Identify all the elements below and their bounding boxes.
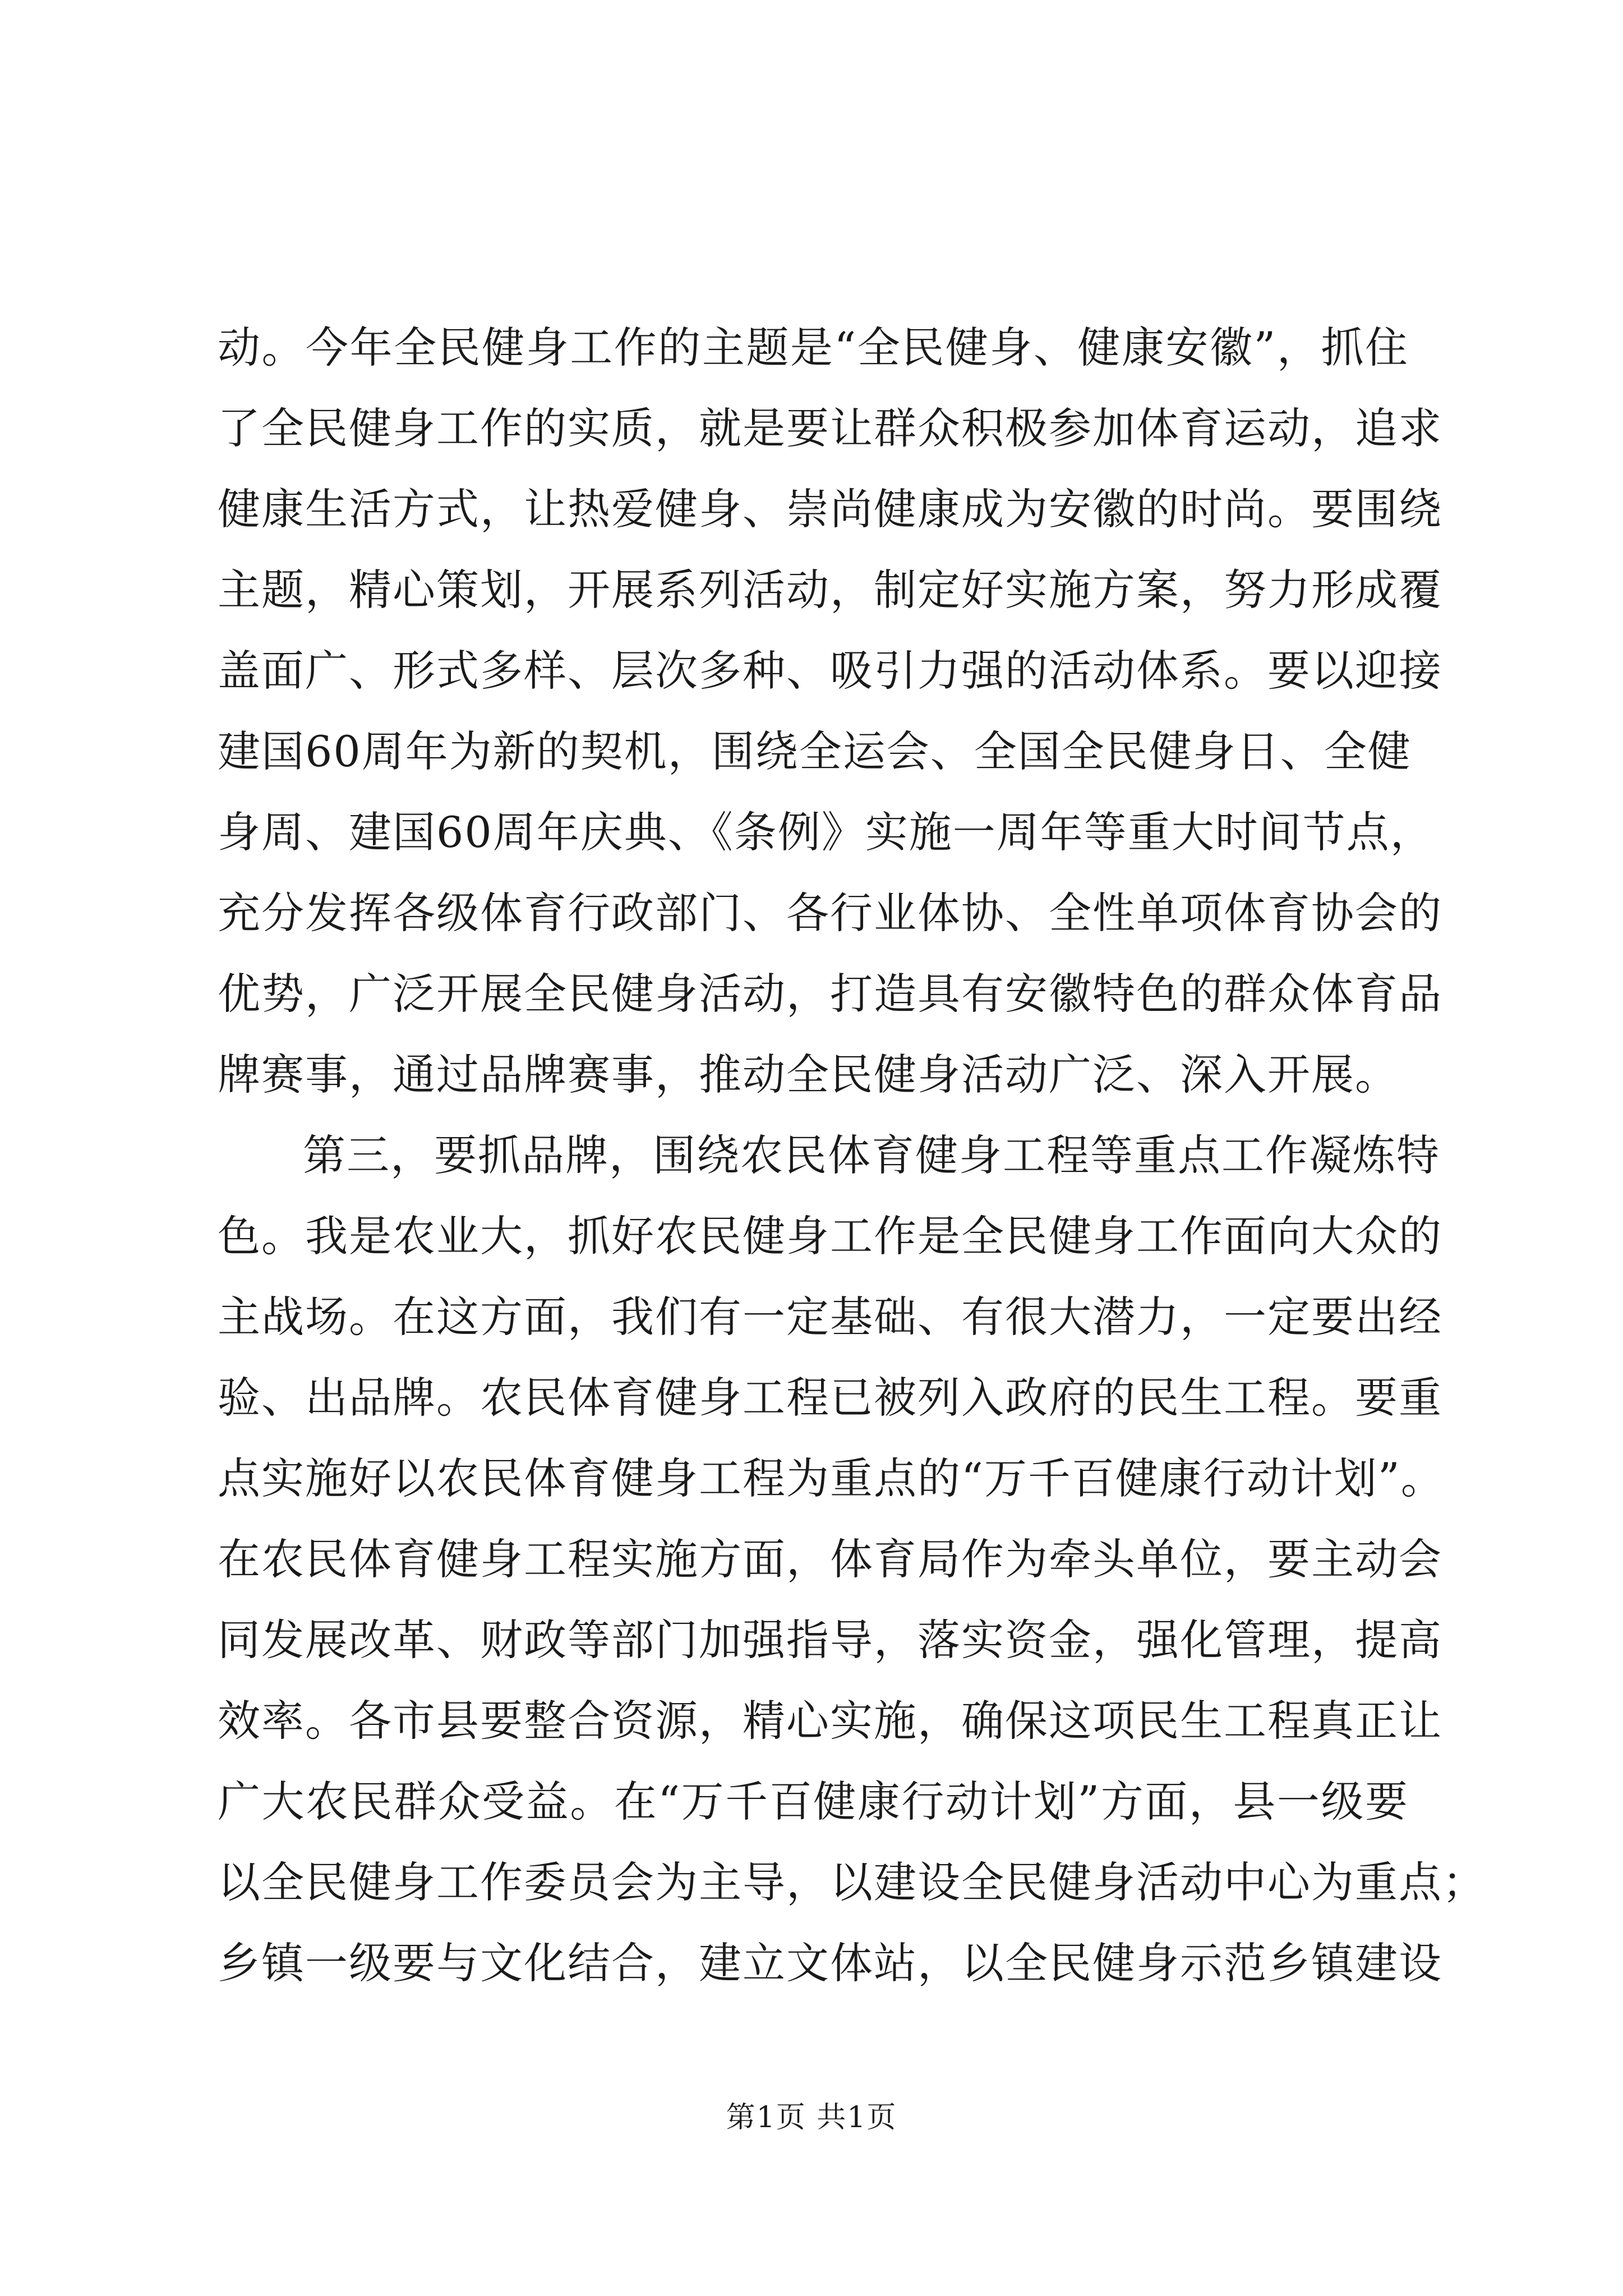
- text-line: 动。今年全民健身工作的主题是“全民健身、健康安徽”，抓住: [218, 323, 1409, 372]
- text-line: 优势，广泛开展全民健身活动，打造具有安徽特色的群众体育品: [218, 969, 1442, 1019]
- page-footer: [0, 2098, 1623, 2137]
- text-line: 效率。各市县要整合资源，精心实施，确保这项民生工程真正让: [218, 1696, 1442, 1746]
- text-line: 了全民健身工作的实质，就是要让群众积极参加体育运动，追求: [218, 403, 1442, 453]
- paragraph-first-line: 第三，要抓品牌，围绕农民体育健身工程等重点工作凝炼特: [303, 1130, 1440, 1180]
- text-line: 主题，精心策划，开展系列活动，制定好实施方案，努力形成覆: [218, 565, 1442, 615]
- text-line: 在农民体育健身工程实施方面，体育局作为牵头单位，要主动会: [218, 1534, 1442, 1584]
- text-line: 广大农民群众受益。在“万千百健康行动计划”方面，县一级要: [218, 1777, 1409, 1826]
- body-text: [218, 307, 1486, 2004]
- page-number-label: 第1页 共1页: [726, 2101, 897, 2134]
- text-line: 牌赛事，通过品牌赛事，推动全民健身活动广泛、深入开展。: [218, 1050, 1399, 1099]
- text-line: 点实施好以农民体育健身工程为重点的“万千百健康行动计划”。: [218, 1453, 1445, 1503]
- text-line: 同发展改革、财政等部门加强指导，落实资金，强化管理，提高: [218, 1615, 1442, 1665]
- text-line: 建国60周年为新的契机，围绕全运会、全国全民健身日、全健: [218, 726, 1412, 776]
- text-line: 以全民健身工作委员会为主导，以建设全民健身活动中心为重点；: [218, 1857, 1486, 1907]
- text-line: 验、出品牌。农民体育健身工程已被列入政府的民生工程。要重: [218, 1373, 1442, 1423]
- text-line: 盖面广、形式多样、层次多种、吸引力强的活动体系。要以迎接: [218, 646, 1442, 696]
- text-line: 色。我是农业大，抓好农民健身工作是全民健身工作面向大众的: [218, 1211, 1442, 1261]
- text-line: 身周、建国60周年庆典、《条例》实施一周年等重大时间节点，: [218, 807, 1434, 857]
- text-line: 乡镇一级要与文化结合，建立文体站，以全民健身示范乡镇建设: [218, 1938, 1442, 1988]
- text-line: 主战场。在这方面，我们有一定基础、有很大潜力，一定要出经: [218, 1292, 1442, 1342]
- text-line: 健康生活方式，让热爱健身、崇尚健康成为安徽的时尚。要围绕: [218, 484, 1442, 534]
- text-line: 充分发挥各级体育行政部门、各行业体协、全性单项体育协会的: [218, 888, 1442, 938]
